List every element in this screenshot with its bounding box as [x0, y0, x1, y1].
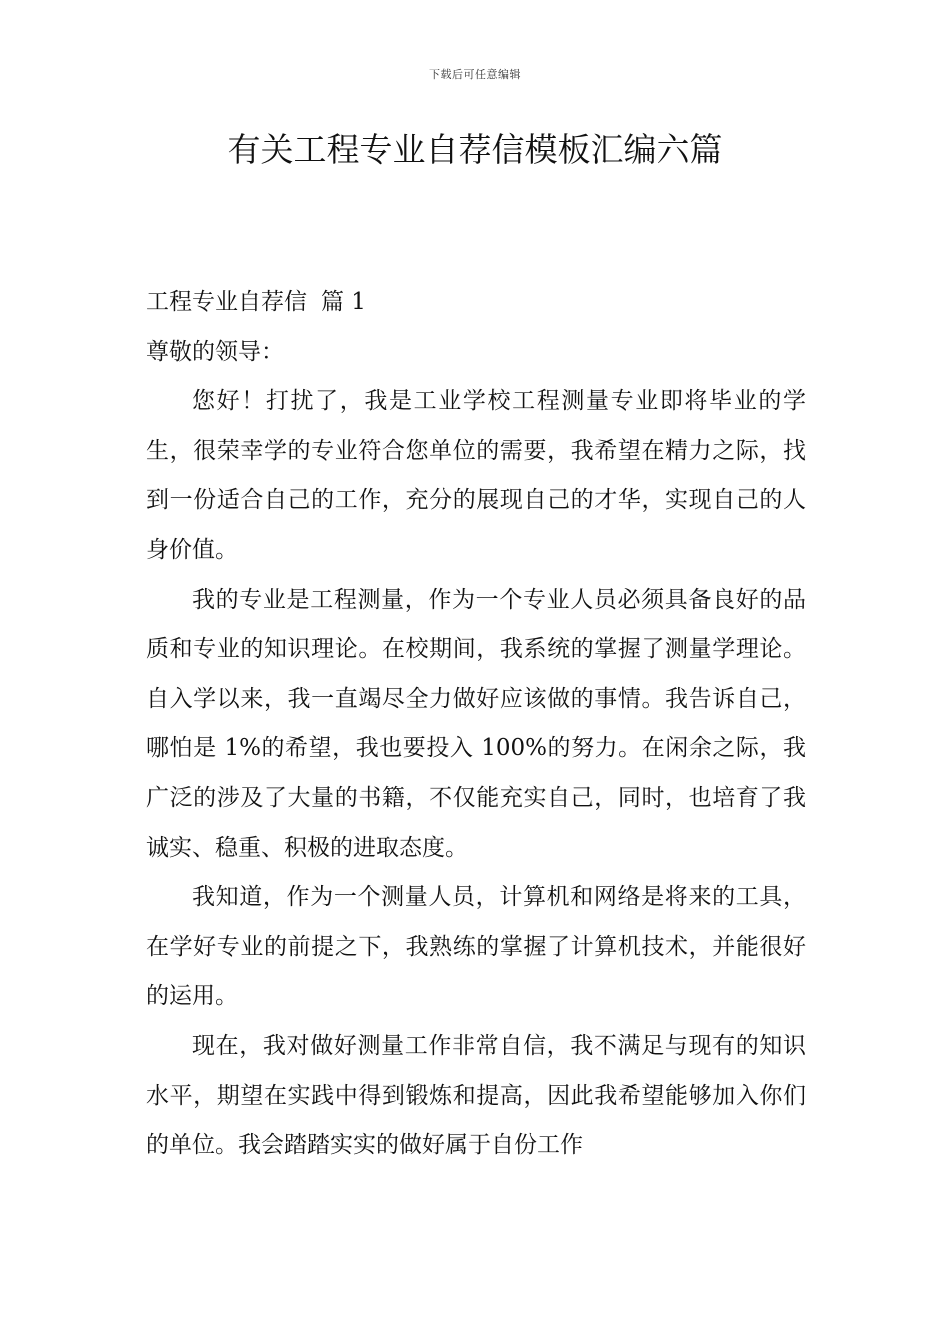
paragraph: 我知道，作为一个测量人员，计算机和网络是将来的工具，在学好专业的前提之下，我熟练的掌握了计算机技术，并能很好的运用。 [146, 884, 806, 1010]
document-title: 有关工程专业自荐信模板汇编六篇 [227, 130, 723, 169]
paragraph: 现在，我对做好测量工作非常自信，我不满足与现有的知识水平，期望在实践中得到锻炼和提高，因此我希望能够加入你们的单位。我会踏踏实实的做好属于自份工作 [146, 1032, 806, 1159]
section-heading [146, 278, 806, 328]
salutation: 尊敬的领导： [146, 338, 284, 365]
document-body [146, 278, 806, 1171]
section-number: 篇 1 [321, 289, 366, 315]
paragraph: 我的专业是工程测量，作为一个专业人员必须具备良好的品质和专业的知识理论。在校期间，我系统的掌握了测量学理论。自入学以来，我一直竭尽全力做好应该做的事情。我告诉自己，哪怕是 1%的希望，我也要投入 100%的努力。在闲余之际，我广泛的涉及了大量的书籍，不仅能充实自己，同时，也培育了我诚实、稳重、积极的进取态度。 [146, 586, 806, 861]
section-heading-text: 工程专业自荐信 [146, 289, 307, 315]
paragraph: 您好！打扰了，我是工业学校工程测量专业即将毕业的学生，很荣幸学的专业符合您单位的需要，我希望在精力之际，找到一份适合自己的工作，充分的展现自己的才华，实现自己的人身价值。 [146, 388, 806, 563]
header-note: 下载后可任意编辑 [429, 68, 521, 81]
